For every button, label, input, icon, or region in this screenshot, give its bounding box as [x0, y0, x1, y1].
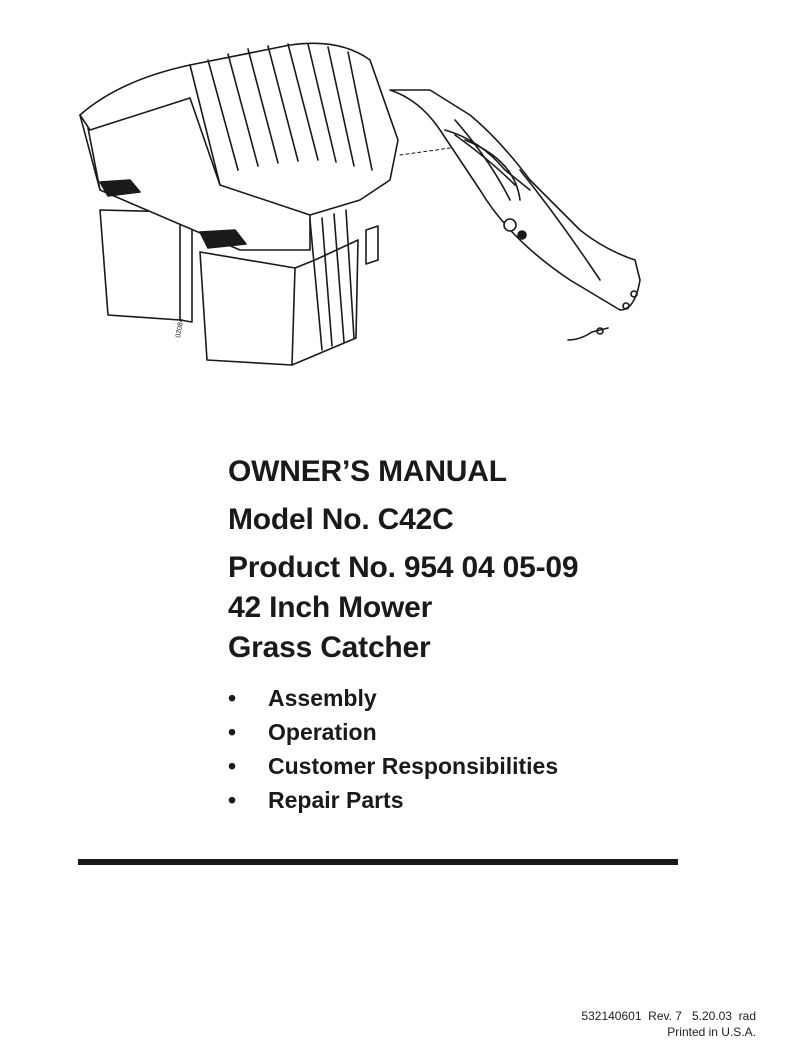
bullet: • [228, 719, 237, 745]
contents-item-label: Assembly [268, 685, 377, 711]
bullet: • [228, 787, 237, 813]
figure-id-label: 02084 [175, 317, 186, 339]
contents-item-operation [228, 715, 558, 749]
model-number: Model No. C42C [228, 503, 454, 536]
printed-in: Printed in U.S.A. [667, 1025, 756, 1039]
footer [581, 1008, 756, 1040]
document-number: 532140601 Rev. 7 5.20.03 rad [581, 1009, 756, 1023]
contents-list [228, 681, 558, 817]
product-number: Product No. 954 04 05-09 [228, 551, 579, 584]
contents-item-label: Repair Parts [268, 787, 404, 813]
bullet: • [228, 685, 237, 711]
product-description-line1: 42 Inch Mower [228, 591, 433, 624]
grass-catcher-illustration [60, 20, 700, 380]
contents-item-assembly [228, 681, 558, 715]
product-description-line2: Grass Catcher [228, 631, 431, 664]
manual-title: OWNER’S MANUAL [228, 455, 507, 488]
horizontal-rule [78, 859, 678, 865]
contents-item-label: Operation [268, 719, 377, 745]
contents-item-customer-responsibilities [228, 749, 558, 783]
title-block [228, 452, 578, 668]
bullet: • [228, 753, 237, 779]
contents-item-label: Customer Responsibilities [268, 753, 559, 779]
contents-item-repair-parts [228, 783, 558, 817]
